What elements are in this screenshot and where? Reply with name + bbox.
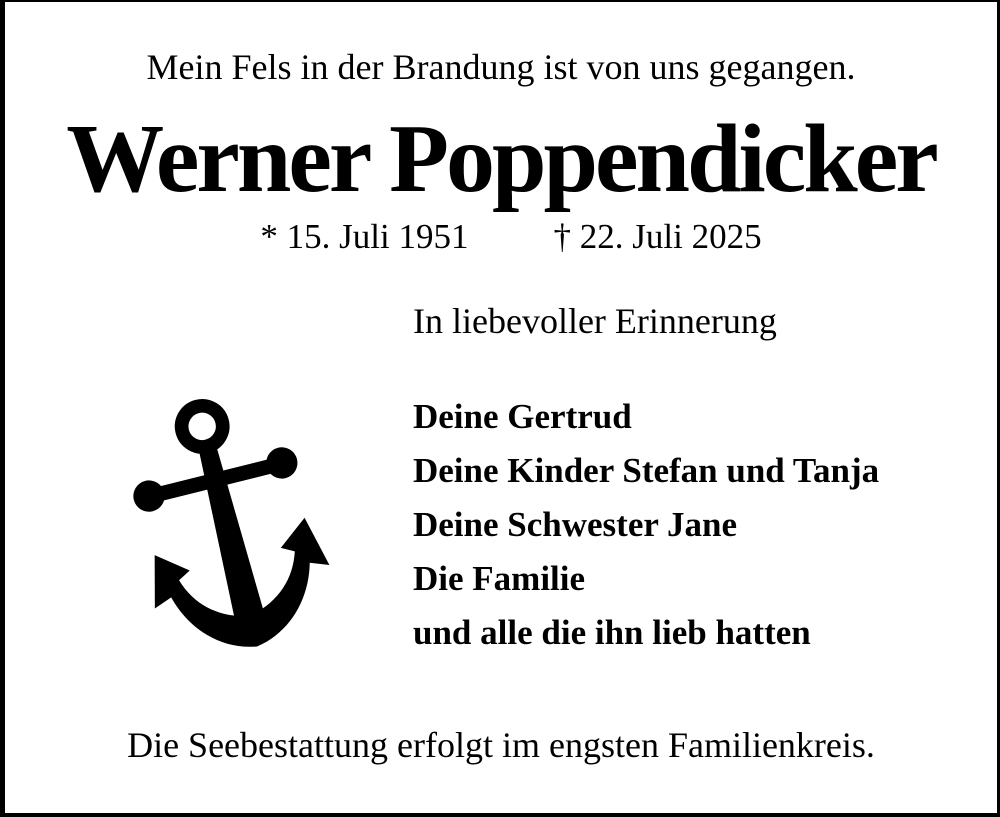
death-date: † 22. Juli 2025	[553, 217, 762, 256]
epitaph-line: Mein Fels in der Brandung ist von uns gegangen.	[146, 47, 856, 87]
closing-line: Die Seebestattung erfolgt im engsten Familienkreis.	[127, 725, 875, 765]
mourner-line: Deine Kinder Stefan und Tanja	[413, 451, 880, 490]
mourner-line: Deine Schwester Jane	[413, 505, 738, 544]
remembrance-line: In liebevoller Erinnerung	[413, 301, 777, 341]
birth-date: * 15. Juli 1951	[260, 217, 469, 256]
life-dates	[15, 216, 1000, 258]
mourners-list	[413, 390, 879, 660]
mourner-line: und alle die ihn lieb hatten	[413, 613, 811, 652]
deceased-name: Werner Poppendicker	[66, 105, 936, 213]
mourner-line: Die Familie	[413, 559, 586, 598]
anchor-icon	[92, 372, 362, 679]
mourner-line: Deine Gertrud	[413, 397, 632, 436]
